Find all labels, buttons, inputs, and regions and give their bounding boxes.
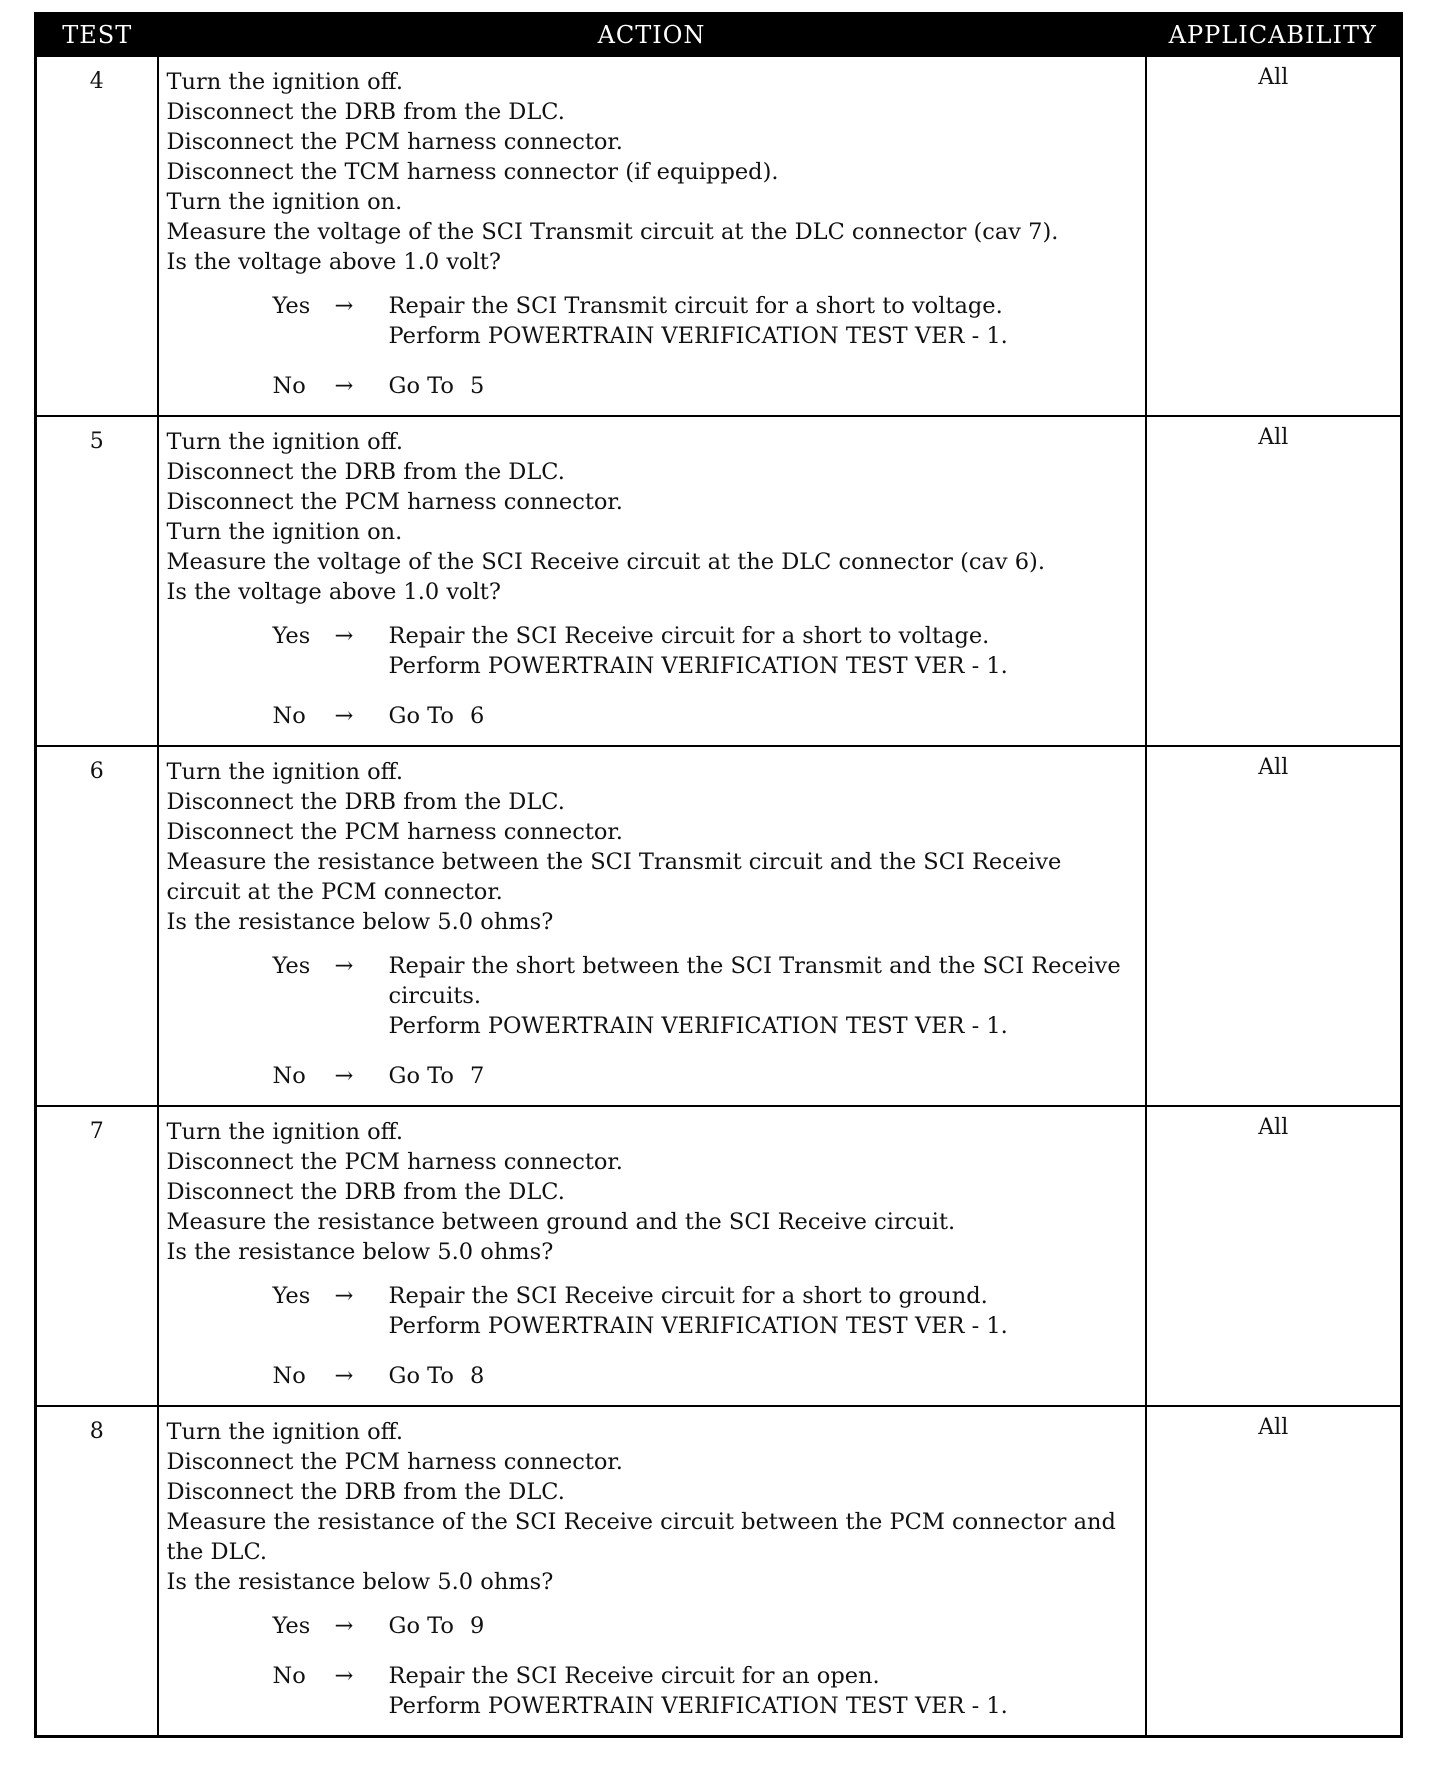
action-step: Is the voltage above 1.0 volt? [166,579,501,605]
goto-text: Go To [388,1063,454,1089]
arrow-right-icon: → [334,623,354,649]
header-applicability: APPLICABILITY [1146,14,1402,57]
outcome-result-line: Perform POWERTRAIN VERIFICATION TEST VER - 1. [388,1013,1008,1039]
outcome-result [389,1361,1139,1391]
outcome-yes [167,621,1139,681]
action-step: Is the resistance below 5.0 ohms? [166,909,554,935]
arrow-right-icon: → [334,1283,354,1309]
outcome-result [389,1281,1139,1341]
action-step: Disconnect the PCM harness connector. [166,1149,623,1175]
arrow-right-icon: → [334,953,354,979]
outcome-result-line: Perform POWERTRAIN VERIFICATION TEST VER - 1. [388,1693,1008,1719]
header-action: ACTION [158,14,1146,57]
outcome-no [167,1361,1139,1391]
outcome-result [389,951,1139,1041]
arrow-right-icon: → [334,703,354,729]
diagnostic-page [34,12,1400,1738]
outcome-result [389,621,1139,681]
outcome-label: Yes [272,623,311,649]
outcome-result [389,371,1139,401]
goto-target: 6 [469,703,485,729]
outcome-label: No [272,703,306,729]
action-step: Disconnect the PCM harness connector. [166,489,623,515]
action-step: Turn the ignition off. [166,429,403,455]
goto-text: Go To [388,703,454,729]
action-step: Turn the ignition on. [166,519,403,545]
outcome-yes [167,1611,1139,1641]
applicability-value: All [1146,1406,1402,1737]
table-body [36,56,1402,1737]
outcomes [167,1281,1139,1391]
action-step: Disconnect the PCM harness connector. [166,129,623,155]
outcome-result [389,1661,1139,1721]
action-step: Disconnect the DRB from the DLC. [166,459,565,485]
applicability-value: All [1146,1106,1402,1406]
action-step: Turn the ignition off. [166,1419,403,1445]
action-cell [158,1406,1146,1737]
table-row [36,1106,1402,1406]
outcome-no [167,701,1139,731]
action-cell [158,746,1146,1106]
outcome-no [167,371,1139,401]
outcomes [167,951,1139,1091]
action-step: Turn the ignition off. [166,1119,403,1145]
header-test: TEST [36,14,158,57]
arrow-right-icon: → [334,1663,354,1689]
table-row [36,416,1402,746]
table-header [36,14,1402,57]
action-step: Disconnect the DRB from the DLC. [166,789,565,815]
action-step: Measure the voltage of the SCI Transmit circuit at the DLC connector (cav 7). [166,219,1059,245]
arrow-right-icon: → [334,1613,354,1639]
outcome-label: Yes [272,293,311,319]
action-cell [158,416,1146,746]
outcome-result [389,1611,1139,1641]
outcome-label: Yes [272,953,311,979]
table-row [36,1406,1402,1737]
outcomes [167,621,1139,731]
test-number: 6 [36,746,158,1106]
applicability-value: All [1146,746,1402,1106]
action-step: Is the resistance below 5.0 ohms? [166,1239,554,1265]
action-step: Disconnect the PCM harness connector. [166,819,623,845]
arrow-right-icon: → [334,1363,354,1389]
goto-text: Go To [388,1613,454,1639]
outcome-label: Yes [272,1613,311,1639]
outcome-label: No [272,1663,306,1689]
table-row [36,56,1402,416]
action-step: Disconnect the DRB from the DLC. [166,1479,565,1505]
outcome-no [167,1661,1139,1721]
action-step: Is the voltage above 1.0 volt? [166,249,501,275]
action-step: Turn the ignition off. [166,759,403,785]
goto-text: Go To [388,373,454,399]
applicability-value: All [1146,56,1402,416]
outcome-label: Yes [272,1283,311,1309]
outcome-result-line: Perform POWERTRAIN VERIFICATION TEST VER - 1. [388,1313,1008,1339]
action-step: Measure the resistance between the SCI Transmit circuit and the SCI Receive circuit at the PCM connector. [166,849,1062,905]
arrow-right-icon: → [334,293,354,319]
goto-target: 9 [469,1613,485,1639]
goto-target: 7 [469,1063,485,1089]
action-step: Measure the resistance of the SCI Receive circuit between the PCM connector and the DLC. [166,1509,1116,1565]
diagnostic-table [34,12,1403,1738]
outcome-result [389,701,1139,731]
outcome-result-line: Repair the SCI Transmit circuit for a short to voltage. [388,293,1003,319]
table-row [36,746,1402,1106]
applicability-value: All [1146,416,1402,746]
outcome-result-line: Repair the SCI Receive circuit for a short to ground. [388,1283,988,1309]
action-step: Disconnect the DRB from the DLC. [166,99,565,125]
outcome-yes [167,291,1139,351]
outcome-label: No [272,1363,306,1389]
outcome-label: No [272,373,306,399]
outcome-result [389,291,1139,351]
test-number: 7 [36,1106,158,1406]
outcome-result-line: Perform POWERTRAIN VERIFICATION TEST VER - 1. [388,323,1008,349]
action-step: Disconnect the TCM harness connector (if equipped). [166,159,779,185]
outcome-result [389,1061,1139,1091]
action-step: Is the resistance below 5.0 ohms? [166,1569,554,1595]
action-cell [158,56,1146,416]
arrow-right-icon: → [334,1063,354,1089]
arrow-right-icon: → [334,373,354,399]
outcome-result-line: Repair the SCI Receive circuit for a short to voltage. [388,623,990,649]
action-cell [158,1106,1146,1406]
outcome-yes [167,951,1139,1041]
outcome-yes [167,1281,1139,1341]
goto-target: 5 [469,373,485,399]
outcome-no [167,1061,1139,1091]
test-number: 5 [36,416,158,746]
test-number: 8 [36,1406,158,1737]
test-number: 4 [36,56,158,416]
outcomes [167,1611,1139,1721]
outcome-label: No [272,1063,306,1089]
outcome-result-line: Repair the short between the SCI Transmit and the SCI Receive circuits. [388,953,1121,1009]
goto-target: 8 [469,1363,485,1389]
outcomes [167,291,1139,401]
action-step: Turn the ignition off. [166,69,403,95]
action-step: Turn the ignition on. [166,189,403,215]
goto-text: Go To [388,1363,454,1389]
action-step: Disconnect the DRB from the DLC. [166,1179,565,1205]
action-step: Measure the voltage of the SCI Receive circuit at the DLC connector (cav 6). [166,549,1045,575]
action-step: Measure the resistance between ground and the SCI Receive circuit. [166,1209,956,1235]
outcome-result-line: Repair the SCI Receive circuit for an open. [388,1663,880,1689]
outcome-result-line: Perform POWERTRAIN VERIFICATION TEST VER - 1. [388,653,1008,679]
action-step: Disconnect the PCM harness connector. [166,1449,623,1475]
